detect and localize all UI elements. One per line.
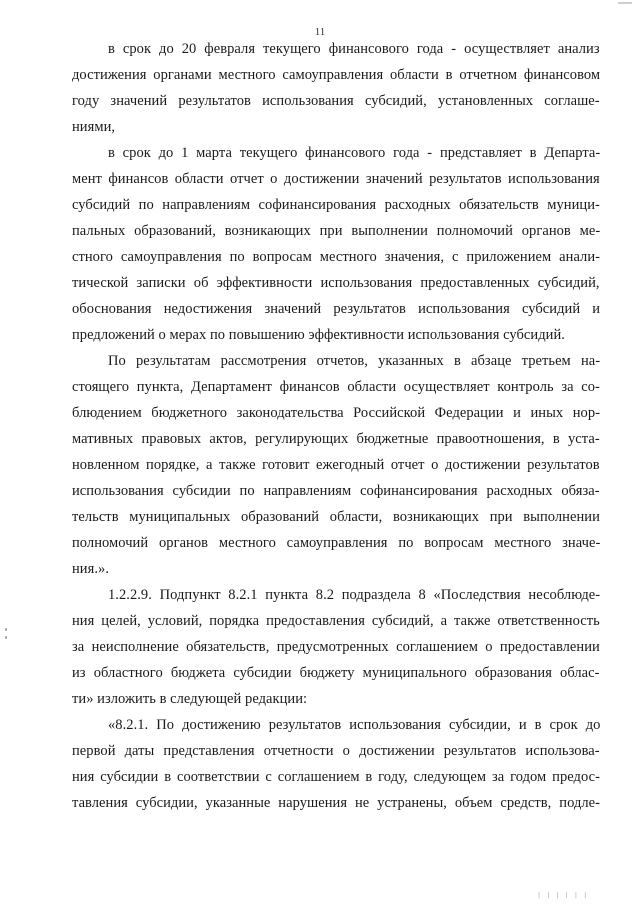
- text-line: По результатам рассмотрения отчетов, указанных в абзаце третьем на-: [108, 353, 601, 369]
- scan-margin-tick: [5, 628, 7, 631]
- scan-margin-tick: [5, 636, 7, 639]
- scan-footer-mark: | | | | | |: [537, 892, 588, 899]
- page-number: 11: [314, 26, 326, 38]
- text-line: ния целей, условий, порядка предоставления субсидий, а также ответственность: [72, 613, 600, 629]
- text-line: за неисполнение обязательств, предусмотренных соглашением о предоставлении: [72, 639, 600, 655]
- text-line: субсидий по направлениям софинансирования расходных обязательств муници-: [72, 197, 600, 213]
- text-line: ния.».: [72, 561, 109, 577]
- text-line: тической записки об эффективности использования предоставленных субсидий,: [72, 275, 600, 291]
- text-line: обоснования недостижения значений результатов использования субсидий и: [72, 301, 601, 317]
- text-line: стоящего пункта, Департамент финансов области осуществляет контроль за со-: [72, 379, 600, 395]
- text-line: стного самоуправления по вопросам местного значения, с приложением анали-: [72, 249, 601, 265]
- text-line: 1.2.2.9. Подпункт 8.2.1 пункта 8.2 подраздела 8 «Последствия несоблюде-: [108, 587, 601, 603]
- text-line: году значений результатов использования субсидий, установленных соглаше-: [72, 93, 600, 109]
- text-line: полномочий органов местного самоуправления по вопросам местного значе-: [72, 535, 601, 551]
- text-line: тельств муниципальных образований области, возникающих при выполнении: [72, 509, 600, 525]
- text-line: новленном порядке, а также готовит ежегодный отчет о достижении результатов: [72, 457, 600, 473]
- text-line: «8.2.1. По достижению результатов использования субсидии, и в срок до: [108, 717, 601, 733]
- text-line: в срок до 20 февраля текущего финансового года - осуществляет анализ: [108, 41, 600, 57]
- scan-corner-mark: [618, 2, 632, 4]
- text-line: тавления субсидии, указанные нарушения не устранены, объем средств, подле-: [72, 795, 601, 811]
- text-line: ния субсидии в соответствии с соглашением в году, следующем за годом предос-: [72, 769, 600, 785]
- text-line: пальных образований, возникающих при выполнении полномочий органов ме-: [72, 223, 601, 239]
- text-line: ниями,: [72, 119, 116, 135]
- text-line: использования субсидии по направлениям софинансирования расходных обяза-: [72, 483, 600, 499]
- text-line: мент финансов области отчет о достижении значений результатов использования: [72, 171, 600, 187]
- text-line: блюдением бюджетного законодательства Российской Федерации и иных нор-: [72, 405, 600, 421]
- text-line: первой даты представления отчетности о достижении результатов использова-: [72, 743, 600, 759]
- text-line: предложений о мерах по повышению эффективности использования субсидий.: [72, 327, 565, 343]
- text-line: мативных правовых актов, регулирующих бюджетные правоотношения, в уста-: [72, 431, 600, 447]
- text-line: достижения органами местного самоуправления области в отчетном финансовом: [72, 67, 601, 83]
- text-line: ти» изложить в следующей редакции:: [72, 691, 308, 707]
- text-line: в срок до 1 марта текущего финансового года - представляет в Департа-: [108, 145, 601, 161]
- text-line: из областного бюджета субсидии бюджету муниципального образования облас-: [72, 665, 600, 681]
